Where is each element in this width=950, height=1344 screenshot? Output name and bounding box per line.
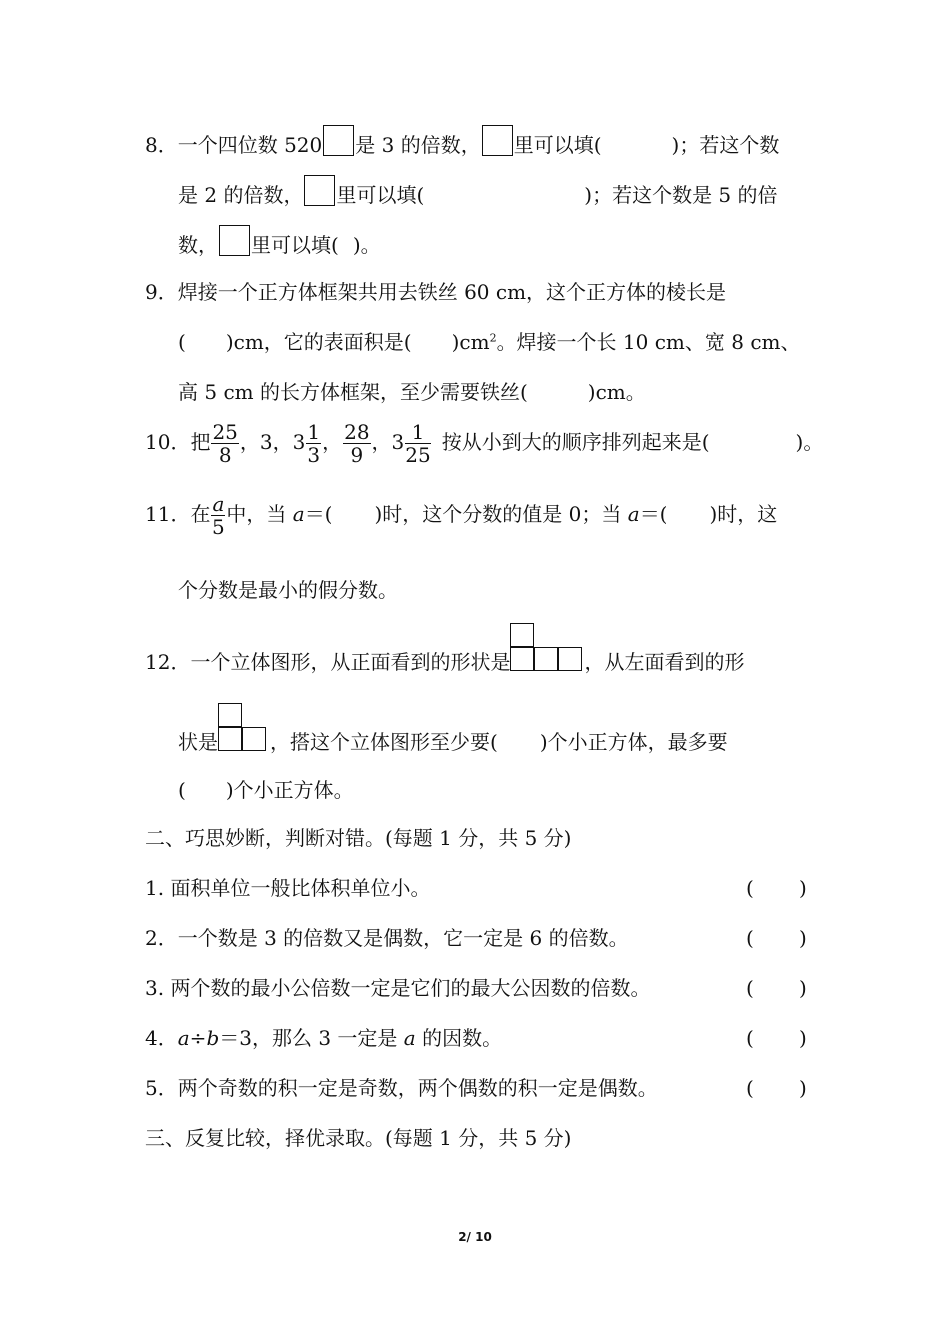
q9-text: 高 5 cm 的长方体框架，至少需要铁丝( (178, 380, 528, 404)
answer-paren-open: ( (746, 876, 754, 900)
q12-line3 (0, 770, 950, 810)
section-3-heading (0, 1118, 950, 1158)
q8-line2 (0, 175, 950, 215)
var-a: a (177, 1026, 190, 1050)
blank-box[interactable] (323, 125, 354, 156)
q12-text: ，从左面看到的形 (584, 650, 745, 674)
section-title: 三、反复比较，择优录取。(每题 1 分，共 5 分) (145, 1126, 572, 1150)
judge-text: 3. 两个数的最小公倍数一定是它们的最大公因数的倍数。 (145, 976, 651, 1000)
page-number: 2/ 10 (458, 1230, 492, 1244)
fraction-1-3: $\frac{1}{3}$ (307, 420, 321, 467)
judge-item-1 (0, 868, 950, 908)
q11-text: 11．在 (145, 502, 211, 526)
var-a: a (627, 502, 640, 526)
q9-text: )cm。 (587, 380, 646, 404)
answer-blank[interactable] (756, 876, 796, 900)
q12-line1 (0, 642, 950, 682)
q8-text: )；若这个数 (671, 133, 780, 157)
q8-text: 里可以填( (513, 133, 602, 157)
q11-text: 中，当 (226, 502, 293, 526)
q12-line2 (0, 722, 950, 762)
q8-text: 里可以填( (336, 183, 425, 207)
shape-cell (558, 647, 582, 671)
judge-text: ＝3，那么 3 一定是 (219, 1026, 404, 1050)
q8-line1 (0, 125, 950, 165)
shape-cell (510, 623, 534, 647)
front-view-shape (510, 647, 584, 671)
q8-text: 数， (178, 233, 218, 257)
var-a: a (292, 502, 305, 526)
fraction-28-9: $\frac{28}{9}$ (344, 420, 370, 467)
answer-paren-close: ) (799, 876, 807, 900)
q12-text: )个小正方体，最多要 (539, 730, 728, 754)
answer-blank[interactable] (756, 976, 796, 1000)
q8-text: 8．一个四位数 520 (145, 133, 323, 157)
q11-line1 (0, 492, 950, 548)
q12-text: )个小正方体。 (225, 778, 354, 802)
q10-text: 按从小到大的顺序排列起来是( (441, 430, 710, 454)
judge-text: 5．两个奇数的积一定是奇数，两个偶数的积一定是偶数。 (145, 1076, 658, 1100)
q10-text: ， (322, 430, 343, 454)
divide-sign: ÷ (189, 1026, 207, 1050)
section-2-heading (0, 818, 950, 858)
blank-box[interactable] (304, 175, 335, 206)
q12-text: ( (178, 778, 186, 802)
var-b: b (206, 1026, 220, 1050)
shape-cell (218, 703, 242, 727)
q9-text: 。焊接一个长 10 cm、宽 8 cm、 (496, 330, 801, 354)
answer-paren-close: ) (799, 976, 807, 1000)
judge-item-3 (0, 968, 950, 1008)
shape-cell (218, 727, 242, 751)
q8-text: )。 (352, 233, 381, 257)
q8-text: 里可以填( (251, 233, 339, 257)
answer-blank[interactable] (756, 926, 796, 950)
q9-text: )cm (451, 330, 490, 354)
shape-cell (534, 647, 558, 671)
q8-text: 是 3 的倍数， (355, 133, 481, 157)
q12-text: 状是 (178, 730, 218, 754)
answer-paren-close: ) (799, 926, 807, 950)
answer-paren-open: ( (746, 1026, 754, 1050)
fraction-25-8: $\frac{25}{8}$ (212, 420, 238, 467)
judge-item-2 (0, 918, 950, 958)
q11-text: )时，这 (709, 502, 778, 526)
q10-text: 10．把 (145, 430, 211, 454)
shape-cell (242, 727, 266, 751)
judge-text: 2．一个数是 3 的倍数又是偶数，它一定是 6 的倍数。 (145, 926, 629, 950)
blank-box[interactable] (219, 225, 250, 256)
judge-item-4 (0, 1018, 950, 1058)
superscript-2: 2 (489, 331, 497, 345)
q10-text: ，3 (371, 430, 405, 454)
q9-text: )cm，它的表面积是( (225, 330, 412, 354)
q9-line3 (0, 372, 950, 412)
blank-box[interactable] (482, 125, 513, 156)
q8-text: )；若这个数是 5 的倍 (584, 183, 778, 207)
q9-text: ( (178, 330, 186, 354)
shape-cell (510, 647, 534, 671)
q11-text: )时，这个分数的值是 0；当 (374, 502, 628, 526)
q10-text: ，3，3 (239, 430, 306, 454)
answer-paren-open: ( (746, 976, 754, 1000)
q11-text: 个分数是最小的假分数。 (178, 578, 398, 602)
fraction-a-5: $\frac{a}{5}$ (212, 492, 225, 539)
answer-blank[interactable] (756, 1076, 796, 1100)
q9-line1 (0, 272, 950, 312)
q8-line3 (0, 225, 950, 265)
answer-blank[interactable] (756, 1026, 796, 1050)
judge-item-5 (0, 1068, 950, 1108)
answer-paren-close: ) (799, 1076, 807, 1100)
q11-text: ＝( (304, 502, 333, 526)
q9-text: 9．焊接一个正方体框架共用去铁丝 60 cm，这个正方体的棱长是 (145, 280, 727, 304)
answer-paren-open: ( (746, 1076, 754, 1100)
var-a: a (403, 1026, 416, 1050)
q11-text: ＝( (639, 502, 668, 526)
q11-line2 (0, 570, 950, 610)
q9-line2 (0, 322, 950, 362)
section-title: 二、巧思妙断，判断对错。(每题 1 分，共 5 分) (145, 826, 572, 850)
q8-text: 是 2 的倍数， (178, 183, 304, 207)
q10-text: )。 (795, 430, 824, 454)
fraction-1-25: $\frac{1}{25}$ (405, 420, 431, 467)
judge-text: 的因数。 (415, 1026, 503, 1050)
q12-text: ，搭这个立体图形至少要( (270, 730, 498, 754)
answer-paren-close: ) (799, 1026, 807, 1050)
q10-line (0, 420, 950, 476)
q12-text: 12．一个立体图形，从正面看到的形状是 (145, 650, 511, 674)
judge-text: 1. 面积单位一般比体积单位小。 (145, 876, 431, 900)
judge-text: 4． (145, 1026, 178, 1050)
left-view-shape (218, 727, 270, 751)
answer-paren-open: ( (746, 926, 754, 950)
